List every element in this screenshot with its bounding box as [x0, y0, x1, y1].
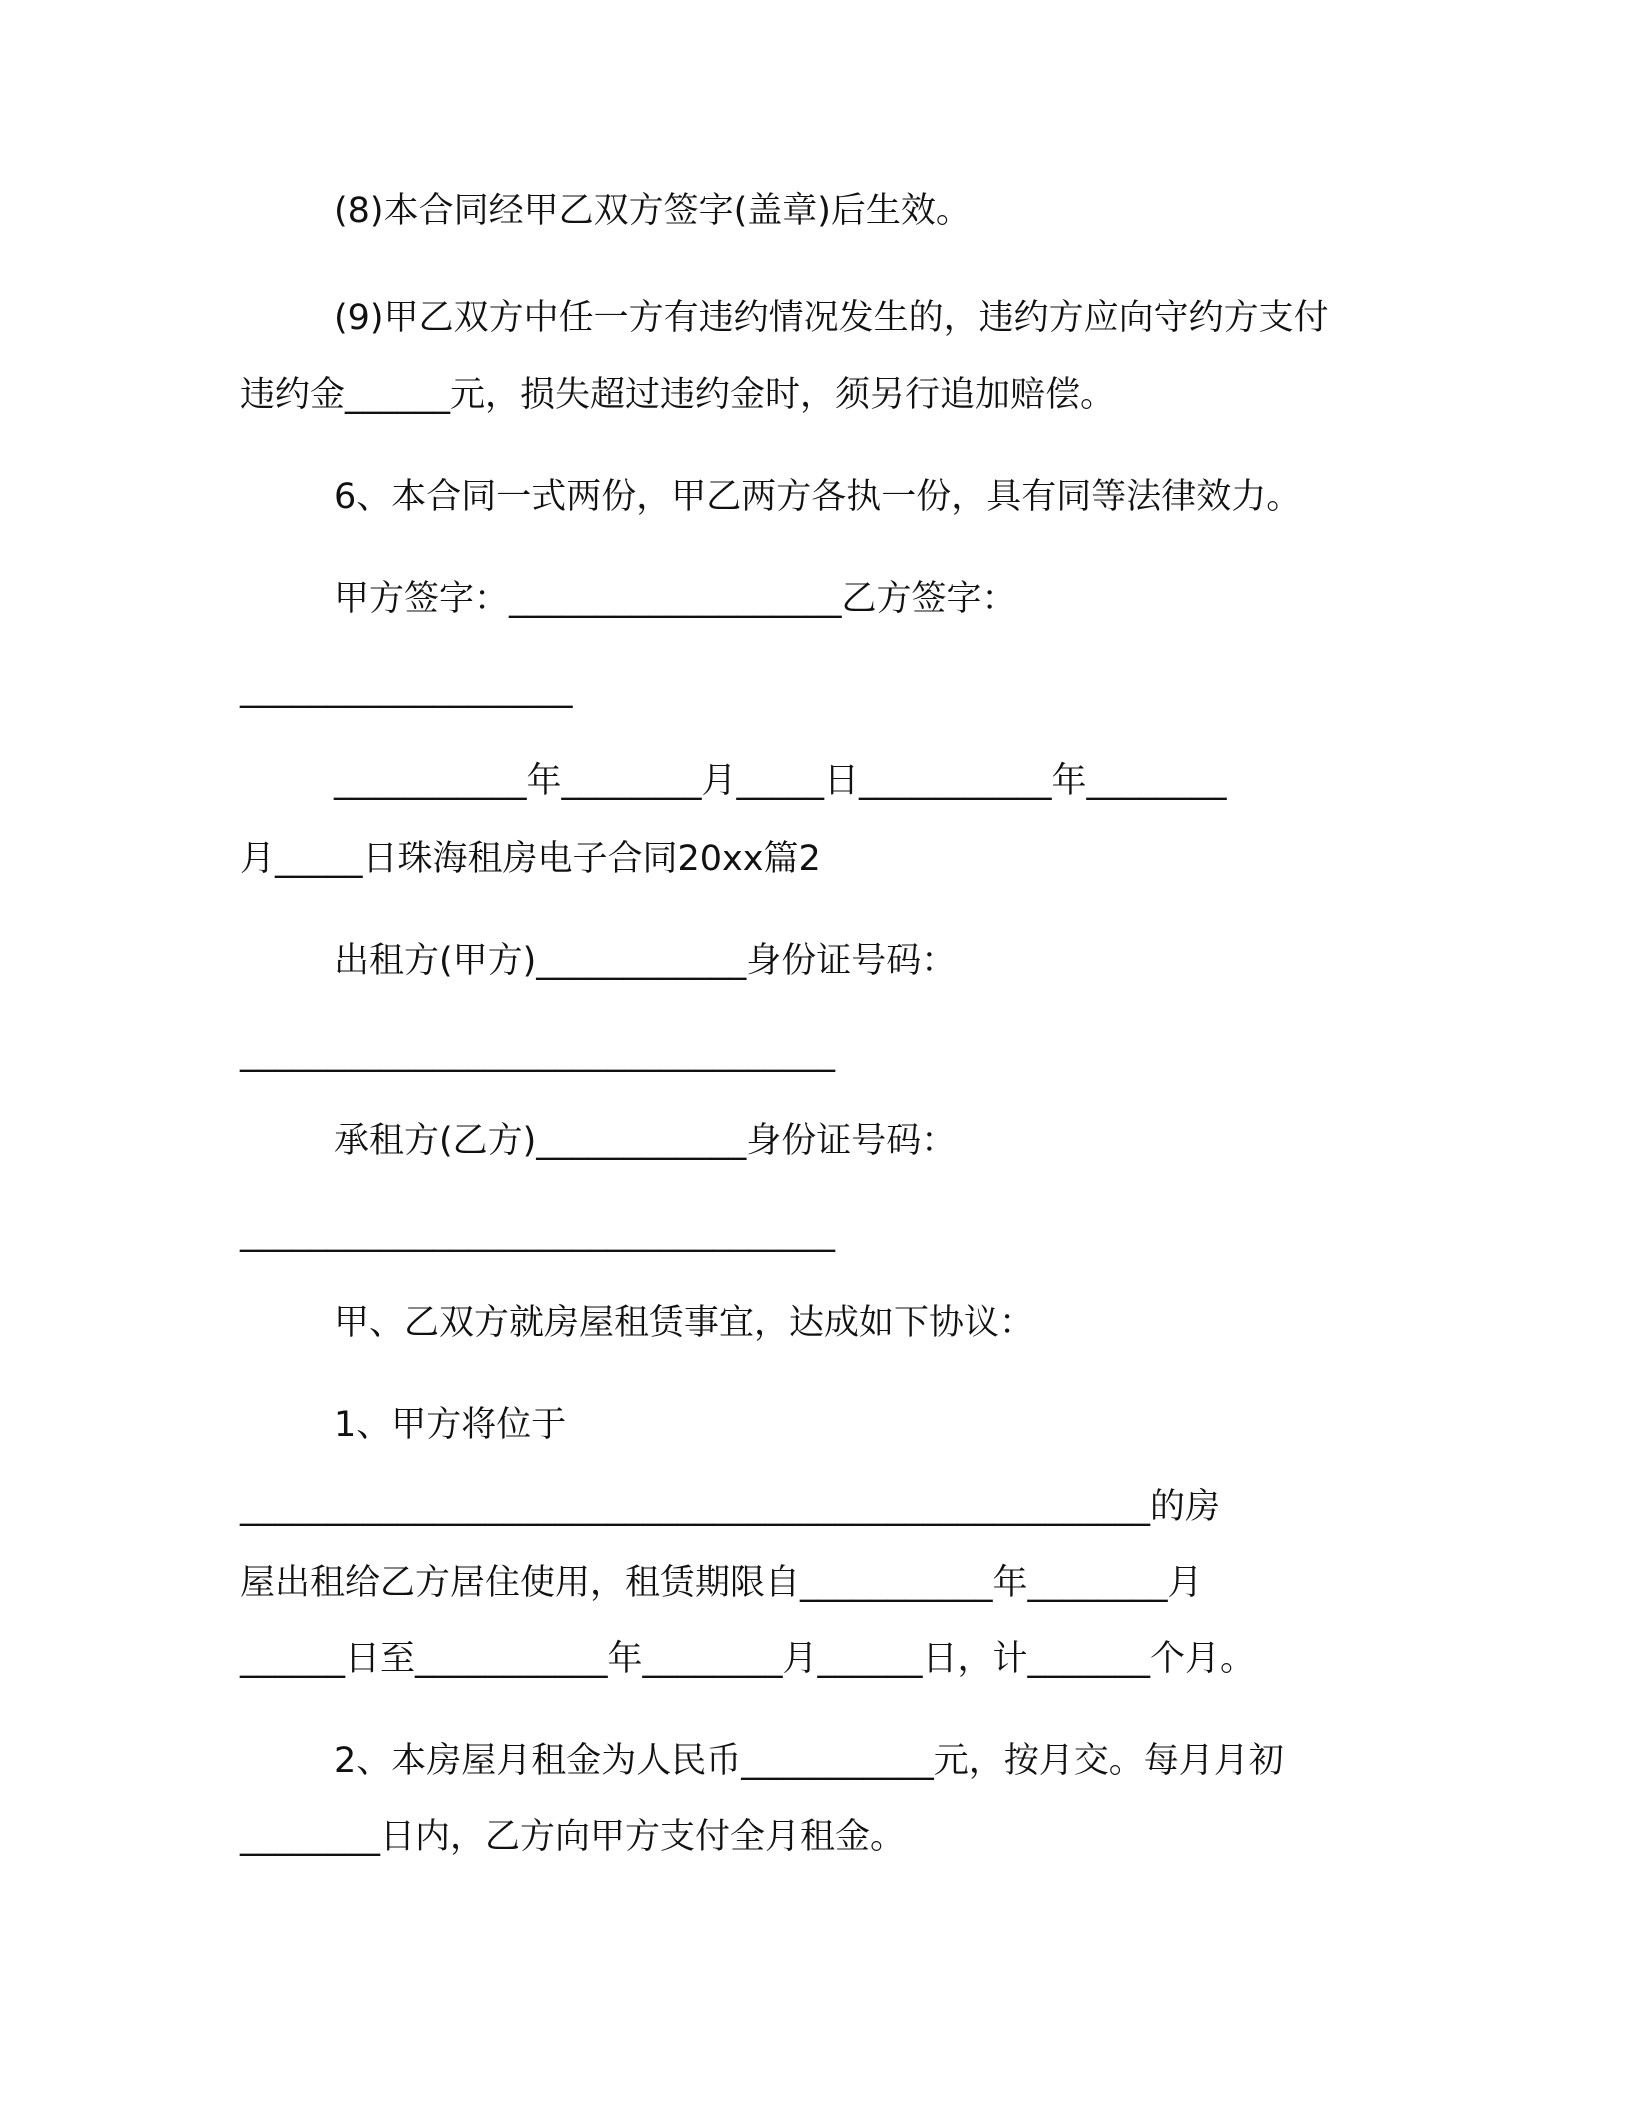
lessor-id-blank: __________________________________ [240, 1033, 835, 1073]
signature-line: 甲方签字：___________________乙方签字： [334, 579, 1017, 619]
agreement-intro: 甲、乙双方就房屋租赁事宜，达成如下协议： [334, 1303, 1035, 1343]
lessee-line: 承租方(乙方)____________身份证号码： [334, 1121, 957, 1161]
item-2-line-2: ________日内，乙方向甲方支付全月租金。 [240, 1817, 906, 1857]
item-1-line-3: 屋出租给乙方居住使用，租赁期限自___________年________月 [240, 1563, 1203, 1603]
clause-9-text-line-1: (9)甲乙双方中任一方有违约情况发生的，违约方应向守约方支付 [334, 298, 1329, 338]
lessor-line: 出租方(甲方)____________身份证号码： [334, 941, 957, 981]
date-line-1: ___________年________月_____日___________年________ [334, 761, 1227, 801]
item-1-line-2: ____________________________________________________的房 [240, 1487, 1221, 1527]
item-1-line-1: 1、甲方将位于 [334, 1405, 567, 1445]
clause-6-text: 6、本合同一式两份，甲乙两方各执一份，具有同等法律效力。 [334, 477, 1302, 517]
clause-8-text: (8)本合同经甲乙双方签字(盖章)后生效。 [334, 191, 971, 231]
lessee-id-blank: __________________________________ [240, 1213, 835, 1253]
date-line-2-title: 月_____日珠海租房电子合同20xx篇2 [240, 839, 821, 879]
clause-9-text-line-2: 违约金______元，损失超过违约金时，须另行追加赔偿。 [240, 375, 1116, 415]
item-1-line-4: ______日至___________年________月______日，计_______个月。 [240, 1639, 1256, 1679]
signature-b-blank: ___________________ [240, 669, 573, 709]
item-2-line-1: 2、本房屋月租金为人民币___________元，按月交。每月月初 [334, 1741, 1284, 1781]
